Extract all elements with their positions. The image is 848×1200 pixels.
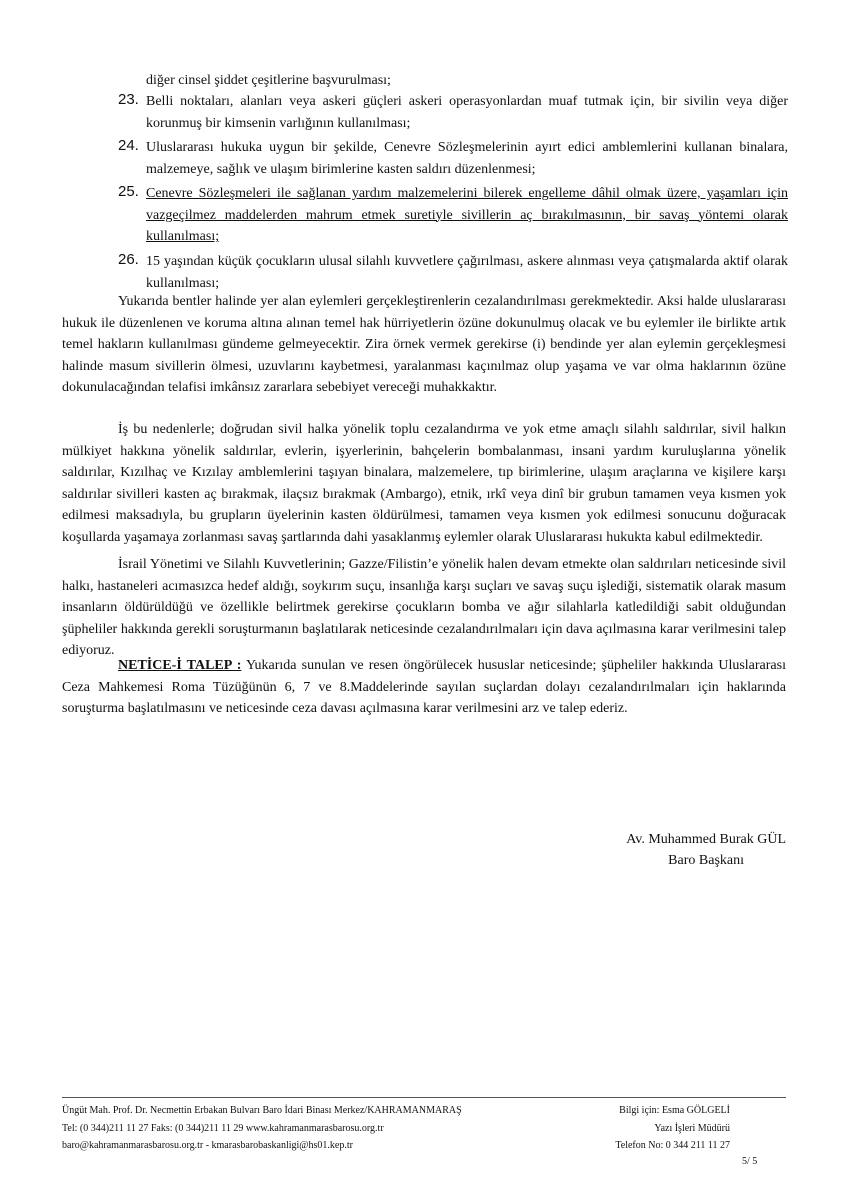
- list-item-number: 24.: [118, 137, 139, 154]
- list-item-text: Belli noktaları, alanları veya askeri güçleri askeri operasyonlardan muaf tutmak için, bir sivilin veya diğer korunmuş bir kimsenin varlığının kullanılması;: [146, 94, 788, 131]
- signatory-name: Av. Muhammed Burak GÜL: [626, 832, 786, 847]
- conclusion-heading: NETİCE-İ TALEP :: [118, 658, 242, 673]
- footer-info-phone: Telefon No: 0 344 211 11 27: [615, 1140, 730, 1151]
- list-item-text: 15 yaşından küçük çocukların ulusal silahlı kuvvetlere çağırılması, askere alınması veya çatışmalarda aktif olarak kullanılması;: [146, 254, 788, 291]
- body-paragraph: İş bu nedenlerle; doğrudan sivil halka yönelik toplu cezalandırma ve yok etme amaçlı silahlı saldırılar, sivil halkın mülkiyet hakkına yönelik saldırılar, evlerin, işyerlerinin, bahçelerin bombalanması, insani yardım kuruluşlarına yönelik saldırılar, Kızılhaç ve Kızılay amblemlerini taşıyan binalara, malzemelere, tıp birimlerine, ulaşım araçlarına ve kişilere karşı saldırılar sivilleri kasten aç bırakmak, ilaçsız bırakmak (Ambargo), etnik, ırkî veya dinî bir grubun tamamen veya kısmen yok edilmesi maksadıyla, bu grupların üyelerinin kasten öldürülmesi, tamamen veya kısmen yok edilmesi sonucunu doğuracak koşullarda yaşamaya zorlanması savaş şartlarında dahi yasaklanmış eylemler olarak Uluslararası hukukta kabul edilmektedir.: [62, 422, 786, 545]
- footer-info-role: Yazı İşleri Müdürü: [654, 1122, 730, 1134]
- list-item-text-underlined: Cenevre Sözleşmeleri ile sağlanan yardım malzemelerini bilerek engelleme dâhil olmak üzere, yaşamları için vazgeçilmez maddelerden mahrum etmek suretiyle sivillerin aç bırakılmasının, bir savaş yöntemi olarak kullanılması;: [146, 186, 788, 244]
- list-item-text: Uluslararası hukuka uygun bir şekilde, Cenevre Sözleşmelerinin ayırt edici amblemlerini kullanan binalara, malzemeye, sağlık ve ulaşım birimlerine kasten saldırı düzenlenmesi;: [146, 140, 788, 177]
- list-item: [118, 251, 788, 294]
- list-item-number: 26.: [118, 251, 139, 268]
- signature-block: [560, 829, 786, 871]
- list-item-continuation: diğer cinsel şiddet çeşitlerine başvurulması;: [146, 73, 391, 88]
- list-item-number: 25.: [118, 183, 139, 200]
- footer-tel-fax-web: Tel: (0 344)211 11 27 Faks: (0 344)211 11 29 www.kahramanmarasbarosu.org.tr: [62, 1122, 384, 1134]
- signatory-title: Baro Başkanı: [668, 853, 744, 868]
- list-item: [118, 183, 788, 248]
- footer-emails: baro@kahramanmarasbarosu.org.tr - kmarasbarobaskanligi@hs01.kep.tr: [62, 1140, 353, 1151]
- footer-divider: [62, 1097, 786, 1098]
- body-paragraph: Yukarıda bentler halinde yer alan eylemleri gerçekleştirenlerin cezalandırılması gerekmektedir. Aksi halde uluslararası hukuk ile düzenlenen ve koruma altına alınan temel hak hürriyetlerin özüne dokunulmuş olacak ve bu eylemler ile birlikte artık temel hakların kullanılması gündeme gelmeyecektir. Zira örnek vermek gerekirse (i) bendinde yer alan eylemin gerçekleşmesi halinde masum sivillerin ölmesi, uzuvlarını kaybetmesi, yaralanması kaçınılmaz olup yaşama ve var olma haklarının özüne dokunulacağından telafisi imkânsız zararlara sebebiyet vereceği muhakkaktır.: [62, 294, 786, 395]
- body-paragraph: İsrail Yönetimi ve Silahlı Kuvvetlerinin; Gazze/Filistin’e yönelik halen devam etmekte olan saldırıları neticesinde sivil halkı, hastaneleri acımasızca hedef aldığı, soykırım suçu, insanlığa karşı suçları ve savaş suçu işlediği, sistematik olarak masum insanların öldürüldüğü ve özellikle belirtmek gerekirse çocukların bomba ve ağır silahlarla katledildiği sabit olduğundan şüpheliler hakkında gerekli soruşturmanın başlatılarak neticesinde cezalandırılmaları için dava açılmasına karar verilmesini talep ediyoruz.: [62, 557, 786, 658]
- conclusion-text: Yukarıda sunulan ve resen öngörülecek hususlar neticesinde; şüpheliler hakkında Uluslararası Ceza Mahkemesi Roma Tüzüğünün 6, 7 ve 8.Maddelerinde sayılan suçlardan dolayı cezalandırılmaları için haklarında soruşturma başlatılmasını ve neticesinde ceza davası açılmasına karar verilmesini arz ve talep ederiz.: [62, 658, 786, 716]
- footer-info-contact: Bilgi için: Esma GÖLGELİ: [619, 1105, 730, 1116]
- list-item-number: 23.: [118, 91, 139, 108]
- footer: [62, 1102, 730, 1155]
- conclusion-paragraph: [62, 655, 786, 720]
- list-item: [118, 137, 788, 180]
- list-item: [118, 91, 788, 134]
- footer-address: Üngüt Mah. Prof. Dr. Necmettin Erbakan Bulvarı Baro İdari Binası Merkez/KAHRAMANMARAŞ: [62, 1105, 462, 1116]
- page-number: 5/ 5: [742, 1156, 758, 1167]
